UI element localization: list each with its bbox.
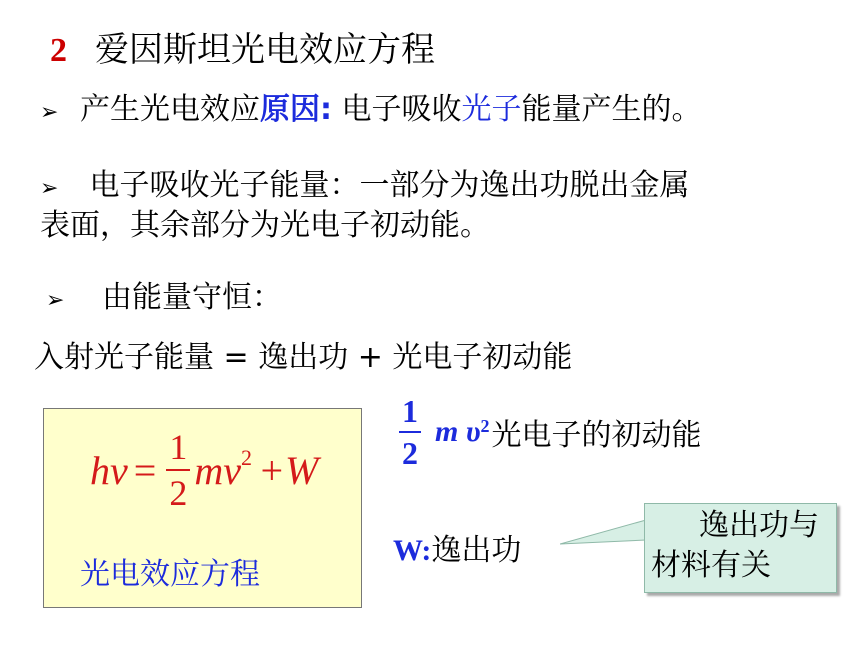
bullet-arrow-icon: ➢ (40, 176, 59, 201)
ke-exp: 2 (480, 415, 490, 436)
energy-balance-line: 入射光子能量 = 逸出功 + 光电子初动能 (34, 340, 573, 375)
eq-frac-den: 2 (169, 473, 188, 513)
bullet-arrow-icon: ➢ (46, 288, 65, 313)
eq-frac-num: 1 (169, 427, 188, 467)
slide-title (50, 22, 435, 71)
bullet-text: 产生光电效应 (80, 92, 260, 127)
photoelectric-equation (90, 429, 318, 511)
bullet-text: 能量产生的。 (521, 92, 702, 127)
equation-label: 光电效应方程 (80, 557, 260, 592)
ke-mv: m υ (435, 415, 481, 448)
eq-mv: mv (194, 447, 241, 493)
highlight-photon: 光子 (461, 92, 522, 127)
bullet-energy-split-cont: 表面，其余部分为光电子初动能。 (40, 208, 490, 243)
eq-equals: = (133, 447, 157, 493)
bullet-cause (40, 84, 702, 128)
bullet-text: 电子吸收光子能量：一部分为逸出功脱出金属 (89, 168, 690, 203)
eq-frac-bar (166, 469, 190, 471)
bullet-text: 由能量守恒： (102, 280, 282, 315)
equation-box (43, 408, 362, 608)
callout-line-1: 逸出功与 (699, 508, 819, 543)
eq-lhs: hν (90, 447, 128, 493)
bullet-arrow-icon: ➢ (40, 100, 59, 125)
ke-frac-num: 1 (402, 393, 418, 429)
bullet-energy-split (40, 160, 690, 204)
ke-fraction (399, 395, 421, 469)
eq-exp: 2 (240, 445, 252, 470)
eq-plus-w: +W (257, 447, 319, 493)
section-number: 2 (50, 32, 67, 69)
callout-pointer (560, 500, 650, 560)
ke-text: 光电子的初动能 (491, 418, 702, 453)
work-function-line (393, 525, 521, 569)
ke-frac-bar (399, 431, 421, 433)
bullet-text: 电子吸收 (341, 92, 462, 127)
highlight-cause: 原因: (260, 92, 332, 127)
work-text: 逸出功 (431, 533, 522, 568)
ke-frac-den: 2 (402, 435, 418, 471)
callout-line-2: 材料有关 (651, 548, 771, 583)
work-symbol: W: (393, 534, 432, 567)
kinetic-energy-expr (395, 395, 702, 469)
title-text: 爱因斯坦光电效应方程 (95, 30, 435, 70)
callout-note (644, 503, 837, 593)
eq-fraction (166, 429, 190, 511)
bullet-conservation (46, 272, 282, 316)
